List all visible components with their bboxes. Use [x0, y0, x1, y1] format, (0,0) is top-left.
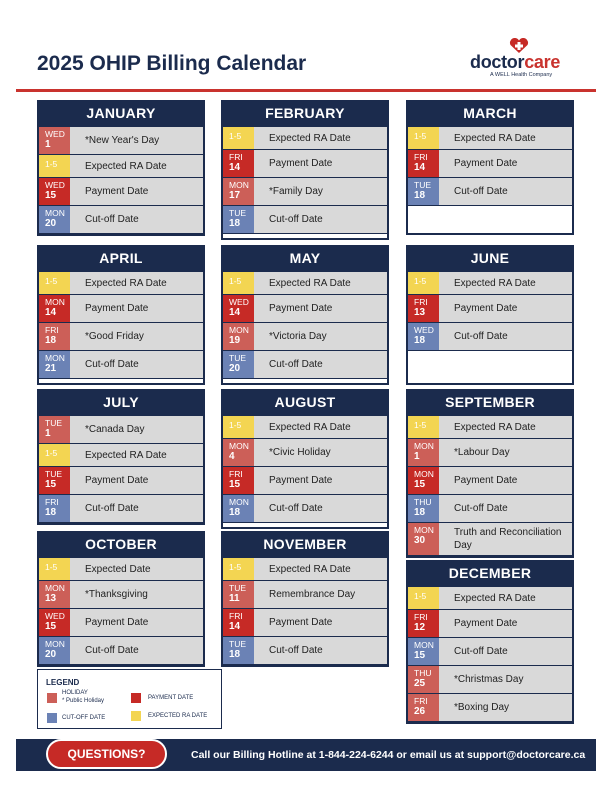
weekday: WED	[414, 325, 434, 335]
weekday: FRI	[45, 325, 59, 335]
calendar-entry	[408, 178, 572, 205]
weekday: 1-5	[414, 591, 427, 601]
date-badge	[39, 558, 70, 580]
weekday: WED	[45, 129, 65, 139]
date-badge	[223, 178, 254, 205]
date-badge	[408, 150, 439, 177]
entry-label: Payment Date	[85, 617, 149, 628]
day-number: 26	[414, 706, 426, 718]
legend-title: LEGEND	[46, 678, 80, 687]
weekday: FRI	[414, 612, 428, 622]
month-name: NOVEMBER	[263, 536, 347, 552]
weekday: MON	[229, 180, 249, 190]
month-name: APRIL	[99, 250, 143, 266]
entry-label: Expected RA Date	[85, 449, 167, 461]
calendar-entry	[39, 558, 203, 580]
calendar-entry	[39, 444, 203, 466]
date-badge	[408, 467, 439, 494]
entry-label: Payment Date	[269, 158, 333, 169]
entry-label: Cut-off Date	[269, 645, 323, 656]
calendar-entry	[408, 610, 572, 637]
day-number: 20	[45, 649, 57, 661]
calendar-entry	[223, 558, 387, 580]
date-badge	[223, 439, 254, 466]
month-november	[221, 531, 389, 667]
date-badge	[39, 155, 70, 177]
entry-label: Expected RA Date	[269, 277, 351, 289]
day-number: 30	[414, 535, 426, 547]
doctorcare-logo	[470, 38, 580, 83]
calendar-entry	[408, 495, 572, 522]
date-badge	[408, 272, 439, 294]
month-july	[37, 389, 205, 525]
weekday: FRI	[229, 152, 243, 162]
legend-expected-ra-swatch	[131, 711, 141, 721]
weekday: THU	[414, 668, 432, 678]
calendar-entry	[223, 150, 387, 177]
weekday: TUE	[414, 180, 431, 190]
month-name: OCTOBER	[85, 536, 157, 552]
weekday: MON	[414, 441, 434, 451]
calendar-entry	[39, 416, 203, 443]
month-october	[37, 531, 205, 667]
entry-label: Expected RA Date	[269, 563, 351, 575]
weekday: MON	[45, 583, 65, 593]
weekday: MON	[414, 640, 434, 650]
day-number: 18	[45, 507, 57, 519]
legend	[37, 669, 222, 729]
day-number: 14	[229, 621, 241, 633]
footer-contact-text: Call our Billing Hotline at 1-844-224-6244 or email us at support@doctorcare.ca	[191, 749, 586, 761]
day-number: 18	[45, 335, 57, 347]
entry-label: Cut-off Date	[269, 214, 323, 225]
day-number: 19	[229, 335, 241, 347]
date-badge	[39, 351, 70, 378]
entry-label: *New Year's Day	[85, 135, 160, 146]
entry-label: Cut-off Date	[85, 503, 139, 514]
weekday: 1-5	[45, 159, 58, 169]
date-badge	[39, 272, 70, 294]
day-number: 21	[45, 363, 57, 375]
date-badge	[223, 609, 254, 636]
entry-label: Payment Date	[454, 475, 518, 486]
weekday: TUE	[229, 639, 246, 649]
weekday: TUE	[45, 418, 62, 428]
day-number: 15	[229, 479, 241, 491]
calendar-entry	[223, 581, 387, 608]
entry-label: Expected RA Date	[454, 132, 536, 144]
legend-holiday-note: * Public Holiday	[62, 698, 105, 704]
date-badge	[39, 444, 70, 466]
entry-label: Expected Date	[85, 563, 151, 575]
entry-label: Expected RA Date	[85, 160, 167, 172]
date-badge	[408, 323, 439, 350]
date-badge	[223, 467, 254, 494]
logo-tagline: A WELL Health Company	[490, 72, 553, 78]
calendar-entry	[223, 467, 387, 494]
calendar-entry	[223, 127, 387, 149]
calendar-entry	[408, 127, 572, 149]
entry-label: Payment Date	[454, 158, 518, 169]
blank-space	[223, 523, 387, 527]
month-name: JANUARY	[86, 105, 156, 121]
day-number: 20	[229, 363, 241, 375]
weekday: MON	[414, 525, 434, 535]
day-number: 18	[229, 649, 241, 661]
weekday: 1-5	[45, 562, 58, 572]
month-august	[221, 389, 389, 529]
entry-label: Expected RA Date	[85, 277, 167, 289]
day-number: 13	[45, 593, 57, 605]
month-name: MAY	[289, 250, 321, 266]
month-march	[406, 100, 574, 235]
calendar-entry	[223, 272, 387, 294]
entry-label: Payment Date	[454, 618, 518, 629]
calendar-entry	[223, 416, 387, 438]
month-february	[221, 100, 389, 240]
calendar-entry	[39, 178, 203, 205]
title-divider	[16, 89, 596, 92]
date-badge	[408, 495, 439, 522]
weekday: TUE	[229, 208, 246, 218]
date-badge	[223, 558, 254, 580]
date-badge	[39, 467, 70, 494]
day-number: 15	[45, 190, 57, 202]
day-number: 1	[414, 451, 420, 463]
weekday: TUE	[229, 353, 246, 363]
entry-label: *Canada Day	[85, 424, 145, 435]
weekday: MON	[229, 325, 249, 335]
calendar-entry	[223, 439, 387, 466]
entry-label: Cut-off Date	[454, 331, 508, 342]
month-name: FEBRUARY	[265, 105, 345, 121]
weekday: FRI	[45, 497, 59, 507]
entry-label: Cut-off Date	[85, 359, 139, 370]
calendar-entry	[408, 587, 572, 609]
calendar-entry	[223, 323, 387, 350]
date-badge	[223, 416, 254, 438]
entry-label: Payment Date	[85, 475, 149, 486]
weekday: MON	[45, 208, 65, 218]
entry-label: Cut-off Date	[454, 186, 508, 197]
blank-space	[408, 351, 572, 383]
calendar-entry	[408, 467, 572, 494]
date-badge	[408, 666, 439, 693]
weekday: 1-5	[229, 276, 242, 286]
weekday: 1-5	[229, 131, 242, 141]
entry-label: Expected RA Date	[454, 592, 536, 604]
date-badge	[39, 295, 70, 322]
day-number: 15	[45, 479, 57, 491]
date-badge	[408, 610, 439, 637]
entry-label: Cut-off Date	[454, 646, 508, 657]
legend-cutoff-label: CUT-OFF DATE	[62, 715, 106, 721]
day-number: 1	[45, 428, 51, 440]
calendar-entry	[223, 178, 387, 205]
entry-label: Payment Date	[454, 303, 518, 314]
day-number: 17	[229, 190, 241, 202]
date-badge	[223, 323, 254, 350]
day-number: 14	[229, 307, 241, 319]
date-badge	[408, 694, 439, 721]
weekday: MON	[45, 639, 65, 649]
calendar-entry	[408, 416, 572, 438]
day-number: 18	[414, 507, 426, 519]
calendar-entry	[39, 467, 203, 494]
calendar-entry	[39, 495, 203, 522]
day-number: 20	[45, 218, 57, 230]
date-badge	[39, 416, 70, 443]
weekday: MON	[45, 297, 65, 307]
calendar-entry	[408, 295, 572, 322]
weekday: 1-5	[414, 276, 427, 286]
calendar-entry	[39, 272, 203, 294]
entry-label: Cut-off Date	[269, 359, 323, 370]
calendar-entry	[408, 150, 572, 177]
calendar-entry	[223, 351, 387, 378]
weekday: 1-5	[414, 420, 427, 430]
entry-label: Payment Date	[269, 303, 333, 314]
legend-holiday-swatch	[47, 693, 57, 703]
weekday: WED	[45, 180, 65, 190]
weekday: FRI	[414, 696, 428, 706]
entry-label: Cut-off Date	[269, 503, 323, 514]
month-december	[406, 560, 574, 724]
month-september	[406, 389, 574, 558]
date-badge	[408, 178, 439, 205]
logo-wordmark: doctorcare	[470, 52, 561, 72]
weekday: 1-5	[414, 131, 427, 141]
entry-label: Remembrance Day	[269, 589, 356, 600]
entry-label: *Good Friday	[85, 331, 144, 342]
calendar-entry	[408, 523, 572, 555]
date-badge	[39, 495, 70, 522]
date-badge	[223, 295, 254, 322]
calendar-entry	[39, 295, 203, 322]
weekday: 1-5	[45, 448, 58, 458]
weekday: WED	[229, 297, 249, 307]
calendar-entry	[408, 323, 572, 350]
calendar-entry	[223, 637, 387, 664]
day-number: 18	[229, 507, 241, 519]
date-badge	[39, 581, 70, 608]
date-badge	[39, 178, 70, 205]
date-badge	[223, 581, 254, 608]
weekday: MON	[414, 469, 434, 479]
blank-space	[223, 234, 387, 238]
day-number: 14	[229, 162, 241, 174]
calendar-entry	[408, 638, 572, 665]
date-badge	[39, 637, 70, 664]
calendar-entry	[39, 609, 203, 636]
weekday: 1-5	[229, 420, 242, 430]
entry-label: Payment Date	[269, 617, 333, 628]
date-badge	[408, 295, 439, 322]
entry-label: *Thanksgiving	[85, 589, 148, 600]
calendar-entry	[39, 581, 203, 608]
calendar-entry	[408, 272, 572, 294]
month-june	[406, 245, 574, 385]
day-number: 4	[229, 451, 235, 463]
date-badge	[223, 127, 254, 149]
day-number: 1	[45, 139, 51, 151]
date-badge	[223, 206, 254, 233]
entry-label: Expected RA Date	[269, 132, 351, 144]
weekday: FRI	[414, 297, 428, 307]
date-badge	[39, 609, 70, 636]
day-number: 15	[414, 650, 426, 662]
day-number: 14	[45, 307, 57, 319]
month-name: JUNE	[470, 250, 510, 266]
date-badge	[223, 637, 254, 664]
entry-label: Payment Date	[269, 475, 333, 486]
date-badge	[408, 127, 439, 149]
day-number: 18	[414, 190, 426, 202]
month-may	[221, 245, 389, 385]
weekday: TUE	[229, 583, 246, 593]
date-badge	[223, 150, 254, 177]
weekday: 1-5	[229, 562, 242, 572]
date-badge	[408, 523, 439, 555]
calendar-entry	[39, 323, 203, 350]
day-number: 25	[414, 678, 426, 690]
date-badge	[223, 495, 254, 522]
legend-payment-label: PAYMENT DATE	[148, 695, 194, 701]
month-name: AUGUST	[274, 394, 336, 410]
weekday: MON	[229, 497, 249, 507]
date-badge	[408, 587, 439, 609]
calendar-entry	[223, 495, 387, 522]
questions-button[interactable]: QUESTIONS?	[46, 739, 167, 769]
entry-label: *Civic Holiday	[269, 447, 331, 458]
day-number: 18	[229, 218, 241, 230]
entry-label: Cut-off Date	[85, 214, 139, 225]
month-name: SEPTEMBER	[445, 394, 535, 410]
weekday: THU	[414, 497, 432, 507]
entry-label: Expected RA Date	[269, 421, 351, 433]
calendar-entry	[223, 295, 387, 322]
legend-expected-ra-label: EXPECTED RA DATE	[148, 713, 208, 719]
footer-bar	[16, 739, 596, 771]
entry-label: Cut-off Date	[454, 503, 508, 514]
day-number: 15	[414, 479, 426, 491]
entry-label: *Christmas Day	[454, 674, 524, 685]
entry-label: Payment Date	[85, 303, 149, 314]
day-number: 14	[414, 162, 426, 174]
date-badge	[39, 127, 70, 154]
page-title: 2025 OHIP Billing Calendar	[37, 52, 307, 75]
weekday: FRI	[414, 152, 428, 162]
day-number: 15	[45, 621, 57, 633]
calendar-entry	[39, 637, 203, 664]
entry-label: *Family Day	[269, 186, 323, 197]
month-april	[37, 245, 205, 385]
calendar-entry	[39, 127, 203, 154]
entry-label: Expected RA Date	[454, 421, 536, 433]
entry-label: Payment Date	[85, 186, 149, 197]
calendar-entry	[39, 351, 203, 378]
day-number: 13	[414, 307, 426, 319]
day-number: 11	[229, 593, 240, 605]
date-badge	[408, 439, 439, 466]
date-badge	[223, 272, 254, 294]
weekday: 1-5	[45, 276, 58, 286]
entry-label: Truth and Reconciliation Day	[454, 527, 562, 551]
calendar-entry	[408, 694, 572, 721]
blank-space	[408, 206, 572, 233]
legend-payment-swatch	[131, 693, 141, 703]
date-badge	[408, 638, 439, 665]
date-badge	[39, 323, 70, 350]
calendar-entry	[408, 439, 572, 466]
weekday: FRI	[229, 611, 243, 621]
weekday: FRI	[229, 469, 243, 479]
calendar-entry	[408, 666, 572, 693]
date-badge	[39, 206, 70, 233]
weekday: MON	[45, 353, 65, 363]
entry-label: *Boxing Day	[454, 702, 510, 713]
entry-label: Cut-off Date	[85, 645, 139, 656]
calendar-entry	[39, 155, 203, 177]
blank-space	[39, 379, 203, 383]
calendar-entry	[223, 206, 387, 233]
date-badge	[223, 351, 254, 378]
blank-space	[223, 379, 387, 383]
month-name: DECEMBER	[448, 565, 532, 581]
date-badge	[408, 416, 439, 438]
weekday: WED	[45, 611, 65, 621]
month-january	[37, 100, 205, 236]
calendar-entry	[39, 206, 203, 233]
weekday: TUE	[45, 469, 62, 479]
entry-label: *Victoria Day	[269, 331, 327, 342]
day-number: 18	[414, 335, 426, 347]
entry-label: Expected RA Date	[454, 277, 536, 289]
weekday: MON	[229, 441, 249, 451]
day-number: 12	[414, 622, 426, 634]
month-name: JULY	[103, 394, 139, 410]
month-name: MARCH	[463, 105, 517, 121]
legend-cutoff-swatch	[47, 713, 57, 723]
legend-holiday-label: HOLIDAY	[62, 690, 88, 696]
entry-label: *Labour Day	[454, 447, 510, 458]
calendar-entry	[223, 609, 387, 636]
